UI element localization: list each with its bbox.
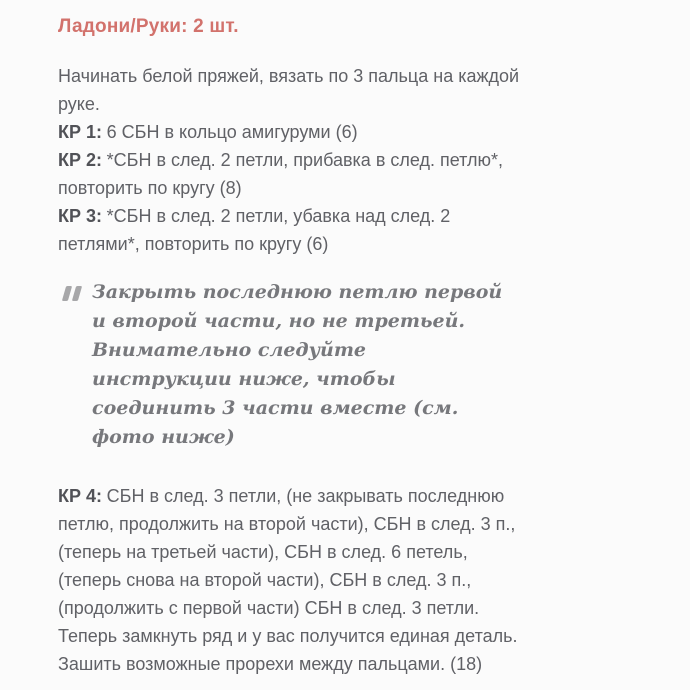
round-4-label: КР 4:	[58, 486, 102, 506]
round-3-label: КР 3:	[58, 206, 102, 226]
quote-icon	[64, 286, 80, 301]
quote-text: Закрыть последнюю петлю первой и второй части, но не третьей. Внимательно следуйте инструкции ниже, чтобы соединить 3 части вместе (см. фото ниже)	[92, 281, 503, 448]
intro-paragraph: Начинать белой пряжей, вязать по 3 пальца на каждой руке.	[58, 66, 520, 114]
round-1-text: 6 СБН в кольцо амигуруми (6)	[106, 122, 358, 142]
round-2-instruction	[58, 146, 521, 202]
round-3-instruction	[58, 202, 521, 258]
round-2-label: КР 2:	[58, 150, 102, 170]
round-4-instruction	[58, 482, 521, 678]
round-1-label: КР 1:	[58, 122, 102, 142]
section-title: Ладони/Руки: 2 шт.	[58, 16, 239, 37]
pattern-document	[58, 14, 650, 678]
round-4-text: СБН в след. 3 петли, (не закрывать последнюю петлю, продолжить на второй части), СБН в след. 3 п., (теперь на третьей части), СБН в след. 6 петель, (теперь снова на второй части), СБН в след. 3 п., (продолжить с первой части) СБН в след. 3 петли. Теперь замкнуть ряд и у вас получится единая деталь. Зашить возможные прорехи между пальцами. (18)	[58, 486, 518, 674]
instructions-block	[58, 62, 650, 678]
round-2-text: *СБН в след. 2 петли, прибавка в след. петлю*, повторить по кругу (8)	[58, 150, 504, 198]
note-blockquote	[64, 278, 650, 452]
round-1-instruction	[58, 118, 521, 146]
round-3-text: *СБН в след. 2 петли, убавка над след. 2 петлями*, повторить по кругу (6)	[58, 206, 451, 254]
